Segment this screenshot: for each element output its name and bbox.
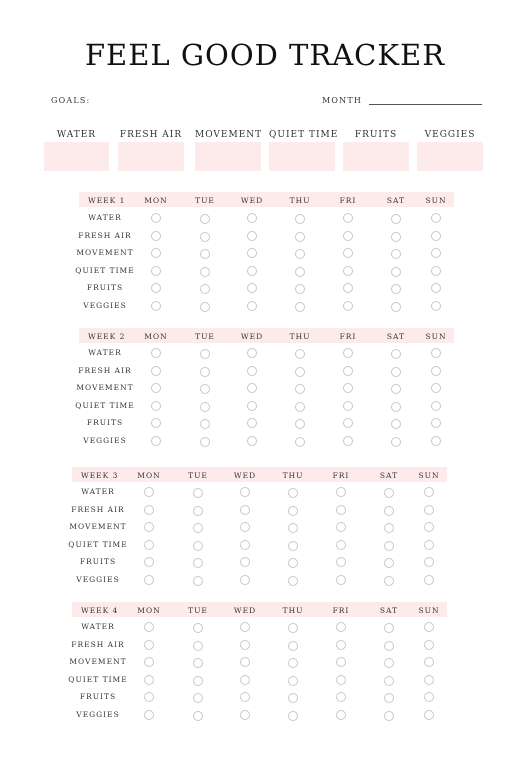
checkbox-fresh-air-mon[interactable] bbox=[144, 640, 154, 650]
day-header-mon: MON bbox=[137, 471, 161, 480]
checkbox-fruits-wed[interactable] bbox=[240, 557, 250, 567]
checkbox-fruits-tue[interactable] bbox=[193, 693, 203, 703]
day-header-mon: MON bbox=[137, 606, 161, 615]
checkbox-fruits-thu[interactable] bbox=[288, 558, 298, 568]
checkbox-water-tue[interactable] bbox=[193, 623, 203, 633]
checkbox-quiet-time-sun[interactable] bbox=[424, 540, 434, 550]
category-label-veggies: VEGGIES bbox=[424, 130, 476, 140]
checkbox-quiet-time-tue[interactable] bbox=[193, 676, 203, 686]
goal-box-fruits[interactable] bbox=[343, 142, 409, 171]
checkbox-fresh-air-sat[interactable] bbox=[391, 232, 401, 242]
day-header-sun: SUN bbox=[418, 471, 440, 480]
checkbox-movement-mon[interactable] bbox=[144, 657, 154, 667]
checkbox-fresh-air-fri[interactable] bbox=[336, 505, 346, 515]
checkbox-veggies-sun[interactable] bbox=[424, 575, 434, 585]
checkbox-fresh-air-fri[interactable] bbox=[343, 366, 353, 376]
checkbox-veggies-tue[interactable] bbox=[200, 302, 210, 312]
checkbox-veggies-sat[interactable] bbox=[391, 302, 401, 312]
checkbox-fresh-air-sun[interactable] bbox=[424, 640, 434, 650]
checkbox-quiet-time-mon[interactable] bbox=[144, 540, 154, 550]
row-label-fruits: FRUITS bbox=[79, 692, 117, 702]
week-label: WEEK 1 bbox=[88, 196, 126, 205]
checkbox-water-thu[interactable] bbox=[295, 214, 305, 224]
row-label-quiet-time: QUIET TIME bbox=[68, 539, 128, 549]
day-header-sat: SAT bbox=[386, 332, 406, 341]
checkbox-movement-fri[interactable] bbox=[336, 522, 346, 532]
checkbox-veggies-tue[interactable] bbox=[193, 711, 203, 721]
checkbox-water-sun[interactable] bbox=[431, 213, 441, 223]
checkbox-movement-thu[interactable] bbox=[295, 249, 305, 259]
checkbox-water-mon[interactable] bbox=[144, 487, 154, 497]
checkbox-quiet-time-fri[interactable] bbox=[343, 401, 353, 411]
checkbox-water-tue[interactable] bbox=[200, 349, 210, 359]
checkbox-fruits-thu[interactable] bbox=[288, 693, 298, 703]
checkbox-movement-thu[interactable] bbox=[295, 384, 305, 394]
day-header-wed: WED bbox=[240, 196, 264, 205]
day-header-thu: THU bbox=[289, 196, 311, 205]
day-header-fri: FRI bbox=[332, 471, 350, 480]
checkbox-fresh-air-sun[interactable] bbox=[431, 366, 441, 376]
checkbox-movement-wed[interactable] bbox=[247, 383, 257, 393]
checkbox-veggies-tue[interactable] bbox=[193, 576, 203, 586]
checkbox-fruits-sun[interactable] bbox=[431, 418, 441, 428]
day-header-sat: SAT bbox=[386, 196, 406, 205]
checkbox-movement-tue[interactable] bbox=[193, 523, 203, 533]
checkbox-quiet-time-thu[interactable] bbox=[288, 541, 298, 551]
row-label-quiet-time: QUIET TIME bbox=[75, 265, 135, 275]
checkbox-water-sat[interactable] bbox=[391, 349, 401, 359]
checkbox-fresh-air-sat[interactable] bbox=[391, 367, 401, 377]
row-label-movement: MOVEMENT bbox=[76, 383, 134, 393]
checkbox-veggies-sat[interactable] bbox=[391, 437, 401, 447]
checkbox-water-wed[interactable] bbox=[240, 487, 250, 497]
day-header-tue: TUE bbox=[195, 196, 215, 205]
row-label-movement: MOVEMENT bbox=[69, 657, 127, 667]
day-header-thu: THU bbox=[282, 606, 304, 615]
checkbox-quiet-time-wed[interactable] bbox=[240, 540, 250, 550]
checkbox-veggies-sat[interactable] bbox=[384, 711, 394, 721]
checkbox-water-mon[interactable] bbox=[144, 622, 154, 632]
day-header-sun: SUN bbox=[425, 332, 447, 341]
checkbox-quiet-time-sat[interactable] bbox=[384, 541, 394, 551]
row-label-movement: MOVEMENT bbox=[76, 248, 134, 258]
row-label-fruits: FRUITS bbox=[86, 418, 124, 428]
checkbox-fruits-sun[interactable] bbox=[431, 283, 441, 293]
checkbox-quiet-time-wed[interactable] bbox=[240, 675, 250, 685]
checkbox-movement-sat[interactable] bbox=[384, 523, 394, 533]
checkbox-veggies-thu[interactable] bbox=[288, 576, 298, 586]
checkbox-fruits-fri[interactable] bbox=[343, 283, 353, 293]
checkbox-veggies-sat[interactable] bbox=[384, 576, 394, 586]
day-header-wed: WED bbox=[233, 471, 257, 480]
checkbox-movement-wed[interactable] bbox=[247, 248, 257, 258]
week-label: WEEK 2 bbox=[88, 332, 126, 341]
row-label-water: WATER bbox=[88, 348, 122, 357]
checkbox-quiet-time-tue[interactable] bbox=[200, 402, 210, 412]
checkbox-fresh-air-sun[interactable] bbox=[424, 505, 434, 515]
checkbox-movement-sat[interactable] bbox=[391, 249, 401, 259]
checkbox-water-wed[interactable] bbox=[247, 348, 257, 358]
day-header-sat: SAT bbox=[379, 471, 399, 480]
row-label-veggies: VEGGIES bbox=[76, 710, 120, 719]
day-header-sat: SAT bbox=[379, 606, 399, 615]
category-label-quiet-time: QUIET TIME bbox=[269, 130, 339, 140]
day-header-fri: FRI bbox=[339, 196, 357, 205]
checkbox-veggies-wed[interactable] bbox=[247, 436, 257, 446]
checkbox-veggies-fri[interactable] bbox=[343, 436, 353, 446]
checkbox-quiet-time-thu[interactable] bbox=[295, 402, 305, 412]
checkbox-fruits-tue[interactable] bbox=[200, 284, 210, 294]
checkbox-fresh-air-sun[interactable] bbox=[431, 231, 441, 241]
goal-box-fresh-air[interactable] bbox=[118, 142, 184, 171]
checkbox-quiet-time-mon[interactable] bbox=[151, 401, 161, 411]
day-header-tue: TUE bbox=[195, 332, 215, 341]
row-label-water: WATER bbox=[81, 622, 115, 631]
checkbox-water-sun[interactable] bbox=[424, 622, 434, 632]
checkbox-fruits-mon[interactable] bbox=[151, 283, 161, 293]
checkbox-fruits-sun[interactable] bbox=[424, 557, 434, 567]
checkbox-quiet-time-sat[interactable] bbox=[391, 402, 401, 412]
checkbox-veggies-thu[interactable] bbox=[288, 711, 298, 721]
row-label-veggies: VEGGIES bbox=[83, 436, 127, 445]
checkbox-water-wed[interactable] bbox=[240, 622, 250, 632]
day-header-thu: THU bbox=[289, 332, 311, 341]
row-label-fruits: FRUITS bbox=[79, 557, 117, 567]
checkbox-quiet-time-sat[interactable] bbox=[391, 267, 401, 277]
checkbox-movement-mon[interactable] bbox=[144, 522, 154, 532]
checkbox-quiet-time-fri[interactable] bbox=[343, 266, 353, 276]
category-label-movement: MOVEMENT bbox=[195, 130, 263, 140]
checkbox-veggies-mon[interactable] bbox=[144, 575, 154, 585]
row-label-fresh-air: FRESH AIR bbox=[78, 365, 132, 375]
checkbox-fresh-air-tue[interactable] bbox=[200, 232, 210, 242]
checkbox-fresh-air-thu[interactable] bbox=[295, 367, 305, 377]
checkbox-quiet-time-sat[interactable] bbox=[384, 676, 394, 686]
checkbox-movement-sat[interactable] bbox=[391, 384, 401, 394]
checkbox-fruits-sun[interactable] bbox=[424, 692, 434, 702]
checkbox-fruits-sat[interactable] bbox=[384, 558, 394, 568]
checkbox-veggies-fri[interactable] bbox=[343, 301, 353, 311]
day-header-fri: FRI bbox=[339, 332, 357, 341]
checkbox-quiet-time-tue[interactable] bbox=[193, 541, 203, 551]
checkbox-fruits-thu[interactable] bbox=[295, 419, 305, 429]
checkbox-fresh-air-fri[interactable] bbox=[336, 640, 346, 650]
checkbox-fruits-mon[interactable] bbox=[144, 692, 154, 702]
checkbox-veggies-thu[interactable] bbox=[295, 437, 305, 447]
checkbox-water-tue[interactable] bbox=[200, 214, 210, 224]
checkbox-fresh-air-tue[interactable] bbox=[193, 641, 203, 651]
day-header-wed: WED bbox=[240, 332, 264, 341]
checkbox-movement-wed[interactable] bbox=[240, 522, 250, 532]
checkbox-quiet-time-tue[interactable] bbox=[200, 267, 210, 277]
checkbox-fruits-wed[interactable] bbox=[247, 418, 257, 428]
checkbox-quiet-time-sun[interactable] bbox=[431, 401, 441, 411]
checkbox-movement-sun[interactable] bbox=[431, 248, 441, 258]
checkbox-fruits-sat[interactable] bbox=[391, 284, 401, 294]
day-header-sun: SUN bbox=[425, 196, 447, 205]
checkbox-veggies-sun[interactable] bbox=[431, 301, 441, 311]
checkbox-fruits-mon[interactable] bbox=[144, 557, 154, 567]
goal-box-water[interactable] bbox=[44, 142, 109, 171]
checkbox-fresh-air-wed[interactable] bbox=[247, 231, 257, 241]
checkbox-movement-mon[interactable] bbox=[151, 248, 161, 258]
day-header-sun: SUN bbox=[418, 606, 440, 615]
checkbox-veggies-fri[interactable] bbox=[336, 710, 346, 720]
checkbox-water-sat[interactable] bbox=[384, 623, 394, 633]
checkbox-fresh-air-mon[interactable] bbox=[151, 366, 161, 376]
day-header-mon: MON bbox=[144, 332, 168, 341]
checkbox-fruits-sat[interactable] bbox=[391, 419, 401, 429]
checkbox-movement-fri[interactable] bbox=[336, 657, 346, 667]
day-header-fri: FRI bbox=[332, 606, 350, 615]
category-label-water: WATER bbox=[56, 130, 97, 140]
checkbox-movement-sun[interactable] bbox=[424, 522, 434, 532]
day-header-mon: MON bbox=[144, 196, 168, 205]
row-label-fresh-air: FRESH AIR bbox=[78, 230, 132, 240]
checkbox-water-thu[interactable] bbox=[295, 349, 305, 359]
checkbox-quiet-time-fri[interactable] bbox=[336, 540, 346, 550]
row-label-fruits: FRUITS bbox=[86, 283, 124, 293]
checkbox-water-sat[interactable] bbox=[384, 488, 394, 498]
checkbox-fruits-thu[interactable] bbox=[295, 284, 305, 294]
goal-box-veggies[interactable] bbox=[417, 142, 483, 171]
checkbox-fresh-air-thu[interactable] bbox=[295, 232, 305, 242]
checkbox-quiet-time-thu[interactable] bbox=[295, 267, 305, 277]
checkbox-water-fri[interactable] bbox=[336, 487, 346, 497]
checkbox-fruits-sat[interactable] bbox=[384, 693, 394, 703]
day-header-wed: WED bbox=[233, 606, 257, 615]
checkbox-water-fri[interactable] bbox=[343, 213, 353, 223]
checkbox-fresh-air-mon[interactable] bbox=[144, 505, 154, 515]
checkbox-fresh-air-fri[interactable] bbox=[343, 231, 353, 241]
checkbox-water-fri[interactable] bbox=[343, 348, 353, 358]
checkbox-veggies-wed[interactable] bbox=[240, 710, 250, 720]
checkbox-veggies-tue[interactable] bbox=[200, 437, 210, 447]
checkbox-quiet-time-sun[interactable] bbox=[424, 675, 434, 685]
checkbox-quiet-time-wed[interactable] bbox=[247, 401, 257, 411]
checkbox-movement-thu[interactable] bbox=[288, 658, 298, 668]
checkbox-fruits-fri[interactable] bbox=[336, 557, 346, 567]
checkbox-fresh-air-tue[interactable] bbox=[200, 367, 210, 377]
checkbox-veggies-wed[interactable] bbox=[240, 575, 250, 585]
row-label-veggies: VEGGIES bbox=[83, 301, 127, 310]
row-label-movement: MOVEMENT bbox=[69, 522, 127, 532]
checkbox-fresh-air-thu[interactable] bbox=[288, 641, 298, 651]
checkbox-veggies-fri[interactable] bbox=[336, 575, 346, 585]
checkbox-quiet-time-wed[interactable] bbox=[247, 266, 257, 276]
checkbox-fruits-wed[interactable] bbox=[240, 692, 250, 702]
checkbox-fruits-tue[interactable] bbox=[193, 558, 203, 568]
checkbox-veggies-sun[interactable] bbox=[431, 436, 441, 446]
checkbox-movement-wed[interactable] bbox=[240, 657, 250, 667]
checkbox-water-sun[interactable] bbox=[424, 487, 434, 497]
checkbox-veggies-mon[interactable] bbox=[151, 436, 161, 446]
checkbox-water-thu[interactable] bbox=[288, 488, 298, 498]
goal-box-quiet-time[interactable] bbox=[269, 142, 335, 171]
checkbox-movement-fri[interactable] bbox=[343, 383, 353, 393]
checkbox-quiet-time-fri[interactable] bbox=[336, 675, 346, 685]
row-label-veggies: VEGGIES bbox=[76, 575, 120, 584]
category-label-fruits: FRUITS bbox=[354, 130, 398, 140]
checkbox-fresh-air-sat[interactable] bbox=[384, 641, 394, 651]
month-label: MONTH bbox=[322, 96, 363, 105]
checkbox-movement-fri[interactable] bbox=[343, 248, 353, 258]
goals-label: GOALS: bbox=[51, 96, 91, 105]
row-label-fresh-air: FRESH AIR bbox=[71, 504, 125, 514]
checkbox-quiet-time-thu[interactable] bbox=[288, 676, 298, 686]
checkbox-veggies-sun[interactable] bbox=[424, 710, 434, 720]
checkbox-movement-mon[interactable] bbox=[151, 383, 161, 393]
checkbox-fruits-fri[interactable] bbox=[336, 692, 346, 702]
checkbox-fruits-fri[interactable] bbox=[343, 418, 353, 428]
checkbox-movement-sun[interactable] bbox=[431, 383, 441, 393]
checkbox-movement-tue[interactable] bbox=[193, 658, 203, 668]
day-header-thu: THU bbox=[282, 471, 304, 480]
day-header-tue: TUE bbox=[188, 471, 208, 480]
checkbox-fresh-air-sat[interactable] bbox=[384, 506, 394, 516]
month-input-line[interactable] bbox=[369, 104, 482, 105]
category-label-fresh-air: FRESH AIR bbox=[119, 130, 183, 140]
checkbox-water-mon[interactable] bbox=[151, 348, 161, 358]
checkbox-water-sat[interactable] bbox=[391, 214, 401, 224]
checkbox-water-fri[interactable] bbox=[336, 622, 346, 632]
checkbox-movement-tue[interactable] bbox=[200, 249, 210, 259]
page-title: FEEL GOOD TRACKER bbox=[84, 38, 446, 72]
day-header-tue: TUE bbox=[188, 606, 208, 615]
checkbox-veggies-wed[interactable] bbox=[247, 301, 257, 311]
checkbox-water-mon[interactable] bbox=[151, 213, 161, 223]
checkbox-fresh-air-mon[interactable] bbox=[151, 231, 161, 241]
checkbox-fresh-air-wed[interactable] bbox=[240, 640, 250, 650]
checkbox-water-sun[interactable] bbox=[431, 348, 441, 358]
checkbox-veggies-mon[interactable] bbox=[144, 710, 154, 720]
checkbox-fresh-air-thu[interactable] bbox=[288, 506, 298, 516]
row-label-quiet-time: QUIET TIME bbox=[68, 674, 128, 684]
week-label: WEEK 4 bbox=[81, 606, 119, 615]
checkbox-veggies-mon[interactable] bbox=[151, 301, 161, 311]
checkbox-movement-tue[interactable] bbox=[200, 384, 210, 394]
checkbox-fruits-wed[interactable] bbox=[247, 283, 257, 293]
row-label-water: WATER bbox=[88, 213, 122, 222]
checkbox-water-thu[interactable] bbox=[288, 623, 298, 633]
checkbox-quiet-time-sun[interactable] bbox=[431, 266, 441, 276]
checkbox-water-tue[interactable] bbox=[193, 488, 203, 498]
row-label-quiet-time: QUIET TIME bbox=[75, 400, 135, 410]
checkbox-movement-sat[interactable] bbox=[384, 658, 394, 668]
row-label-water: WATER bbox=[81, 487, 115, 496]
checkbox-veggies-thu[interactable] bbox=[295, 302, 305, 312]
week-label: WEEK 3 bbox=[81, 471, 119, 480]
checkbox-fresh-air-wed[interactable] bbox=[247, 366, 257, 376]
checkbox-movement-thu[interactable] bbox=[288, 523, 298, 533]
checkbox-quiet-time-mon[interactable] bbox=[151, 266, 161, 276]
checkbox-movement-sun[interactable] bbox=[424, 657, 434, 667]
checkbox-fruits-tue[interactable] bbox=[200, 419, 210, 429]
goal-box-movement[interactable] bbox=[195, 142, 261, 171]
checkbox-quiet-time-mon[interactable] bbox=[144, 675, 154, 685]
checkbox-fruits-mon[interactable] bbox=[151, 418, 161, 428]
checkbox-fresh-air-wed[interactable] bbox=[240, 505, 250, 515]
checkbox-fresh-air-tue[interactable] bbox=[193, 506, 203, 516]
checkbox-water-wed[interactable] bbox=[247, 213, 257, 223]
row-label-fresh-air: FRESH AIR bbox=[71, 639, 125, 649]
